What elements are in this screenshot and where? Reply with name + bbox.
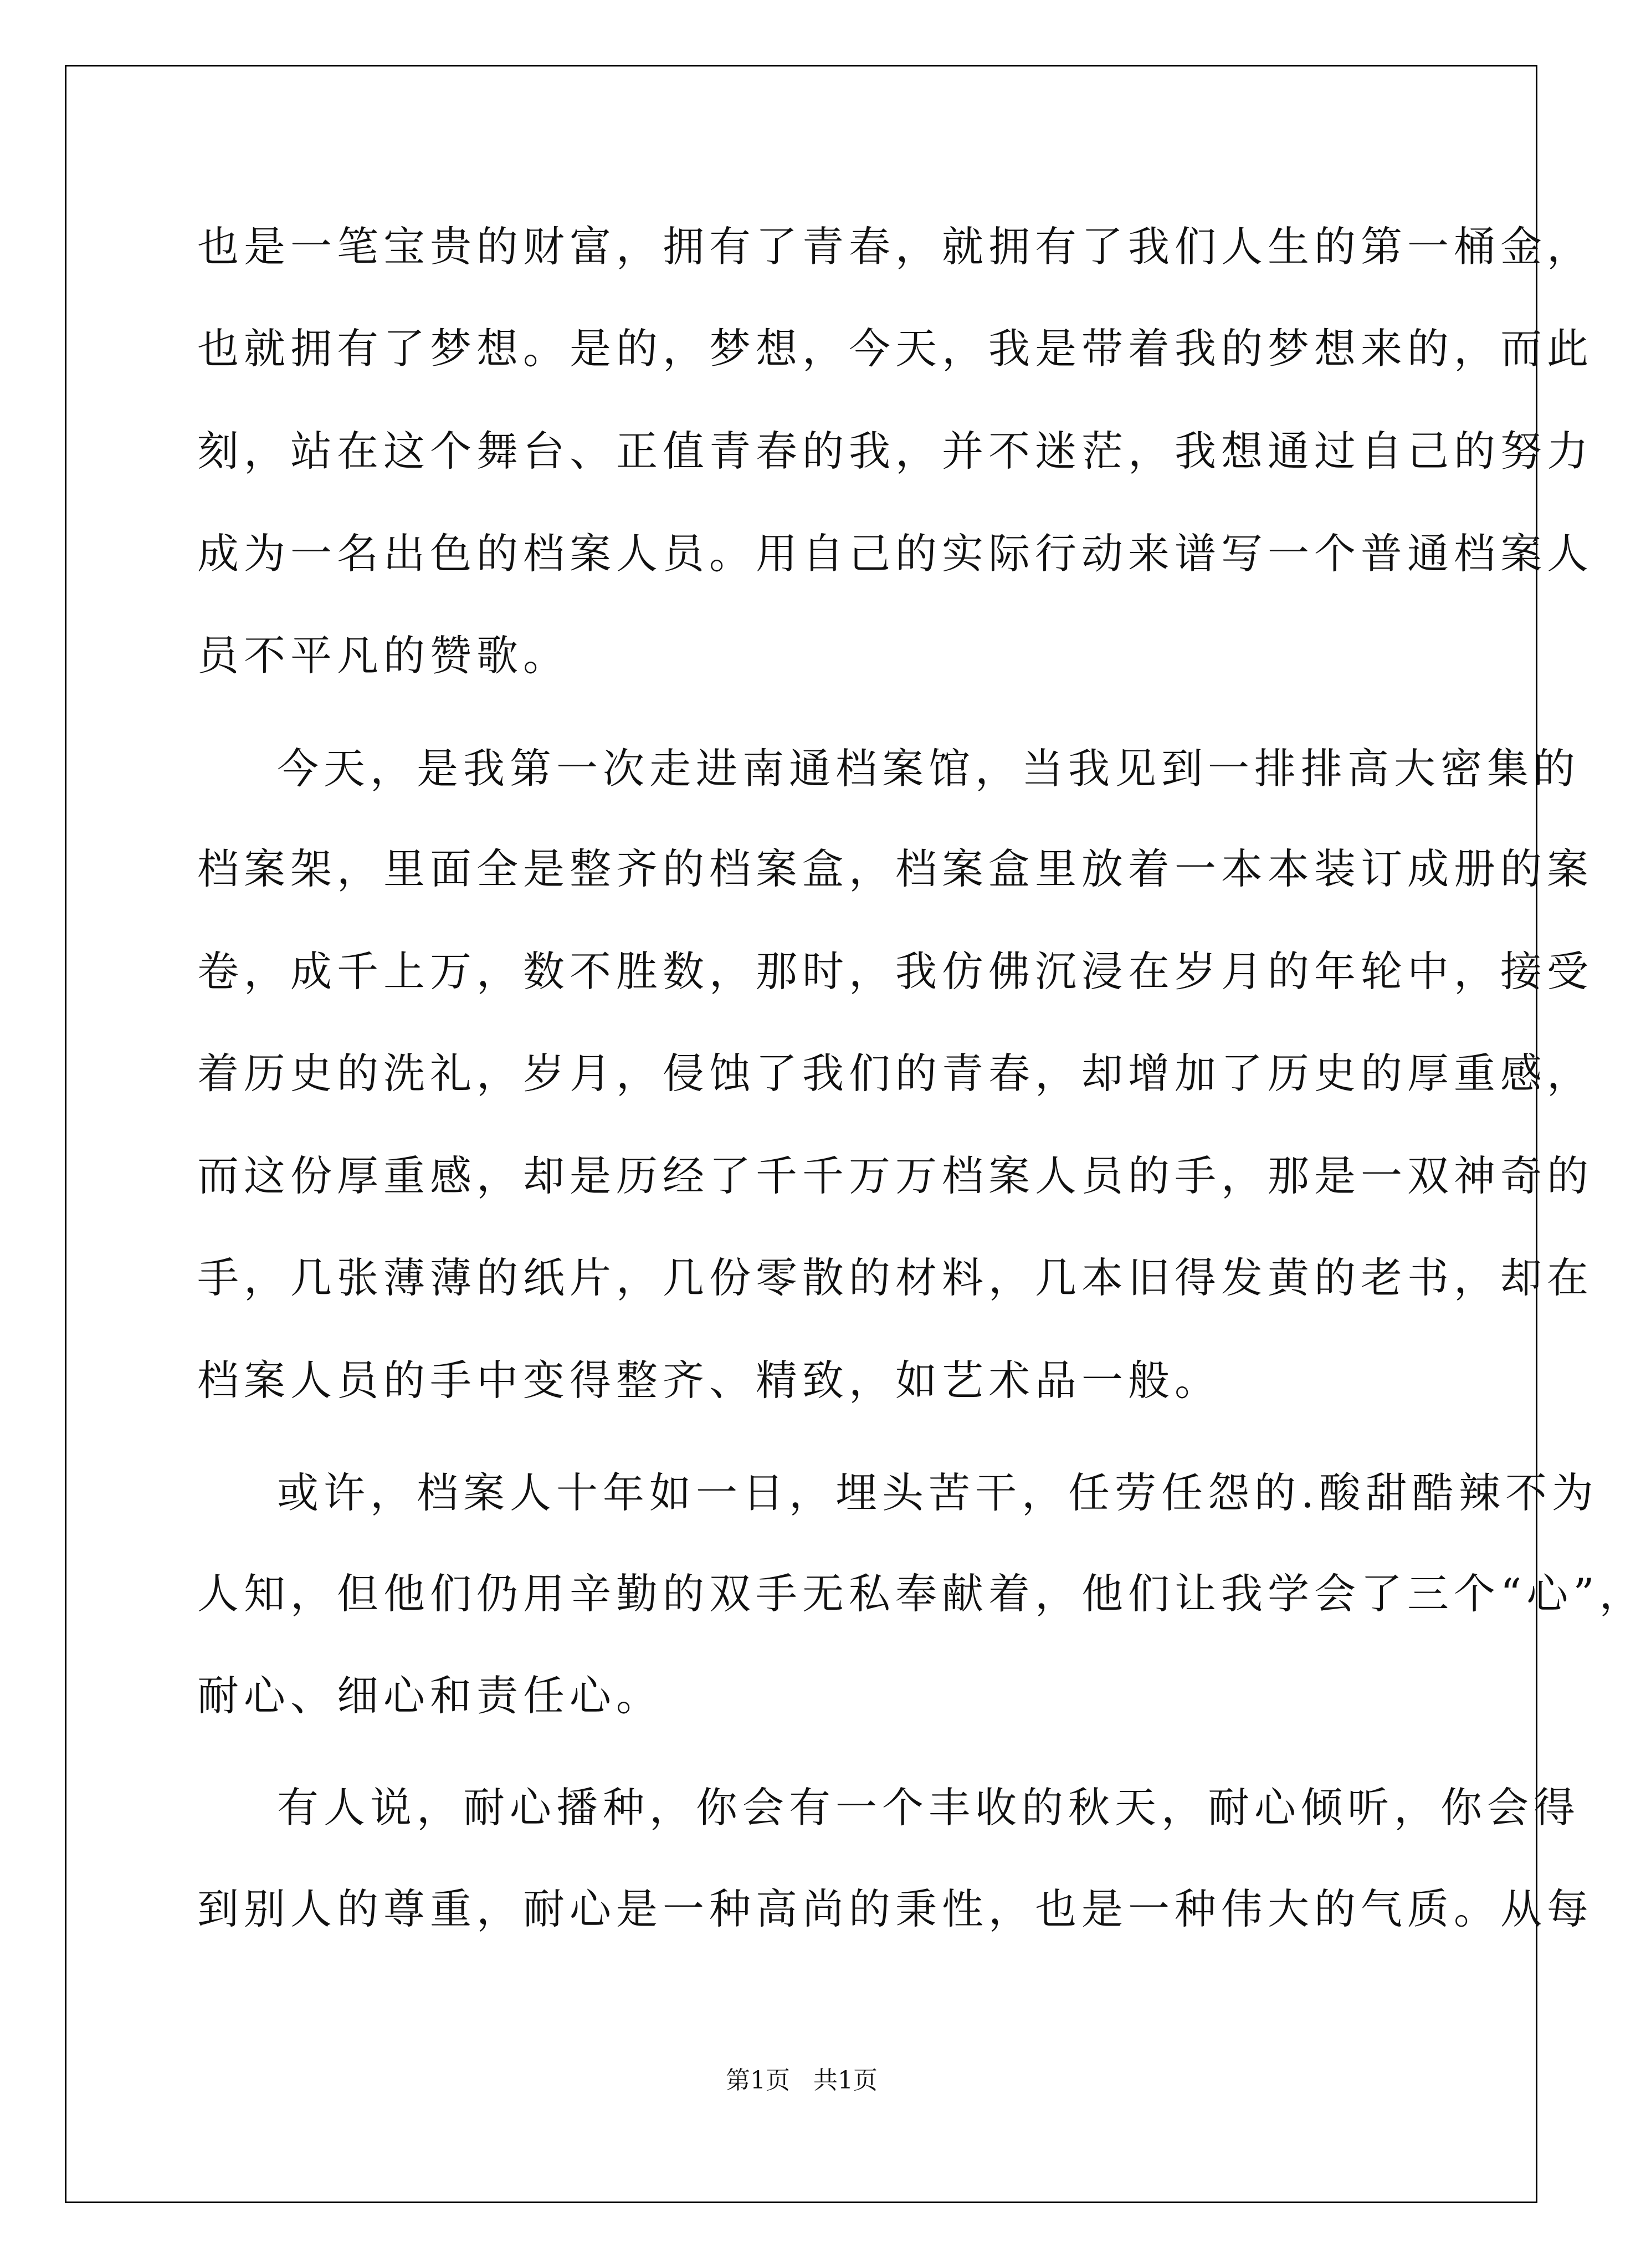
text-line: 档案人员的手中变得整齐、精致，如艺术品一般。	[197, 1356, 1222, 1405]
text-line: 成为一名出色的档案人员。用自己的实际行动来谱写一个普通档案人	[197, 529, 1594, 578]
text-line: 着历史的洗礼，岁月，侵蚀了我们的青春，却增加了历史的厚重感，	[197, 1049, 1594, 1098]
text-line: 也就拥有了梦想。是的，梦想，今天，我是带着我的梦想来的，而此	[197, 324, 1594, 373]
text-line: 今天，是我第一次走进南通档案馆，当我见到一排排高大密集的	[277, 744, 1581, 793]
text-line: 档案架，里面全是整齐的档案盒，档案盒里放着一本本装订成册的案	[197, 844, 1594, 893]
page-footer: 第1页 共1页	[726, 2066, 878, 2095]
text-line: 手，几张薄薄的纸片，几份零散的材料，几本旧得发黄的老书，却在	[197, 1253, 1594, 1302]
text-line: 耐心、细心和责任心。	[197, 1671, 663, 1720]
text-line: 或许，档案人十年如一日，埋头苦干，任劳任怨的.酸甜酷辣不为	[277, 1468, 1598, 1517]
text-line: 刻，站在这个舞台、正值青春的我，并不迷茫，我想通过自己的努力	[197, 427, 1594, 475]
text-line: 而这份厚重感，却是历经了千千万万档案人员的手，那是一双神奇的	[197, 1151, 1594, 1200]
text-line: 也是一笔宝贵的财富，拥有了青春，就拥有了我们人生的第一桶金，	[197, 222, 1594, 271]
text-line: 卷，成千上万，数不胜数，那时，我仿佛沉浸在岁月的年轮中，接受	[197, 947, 1594, 996]
text-line: 员不平凡的赞歌。	[197, 631, 570, 680]
text-line: 到别人的尊重，耐心是一种高尚的秉性，也是一种伟大的气质。从每	[197, 1885, 1594, 1933]
text-line: 有人说，耐心播种，你会有一个丰收的秋天，耐心倾听，你会得	[277, 1783, 1581, 1832]
text-line: 人知，但他们仍用辛勤的双手无私奉献着，他们让我学会了三个“心”，	[197, 1569, 1646, 1618]
